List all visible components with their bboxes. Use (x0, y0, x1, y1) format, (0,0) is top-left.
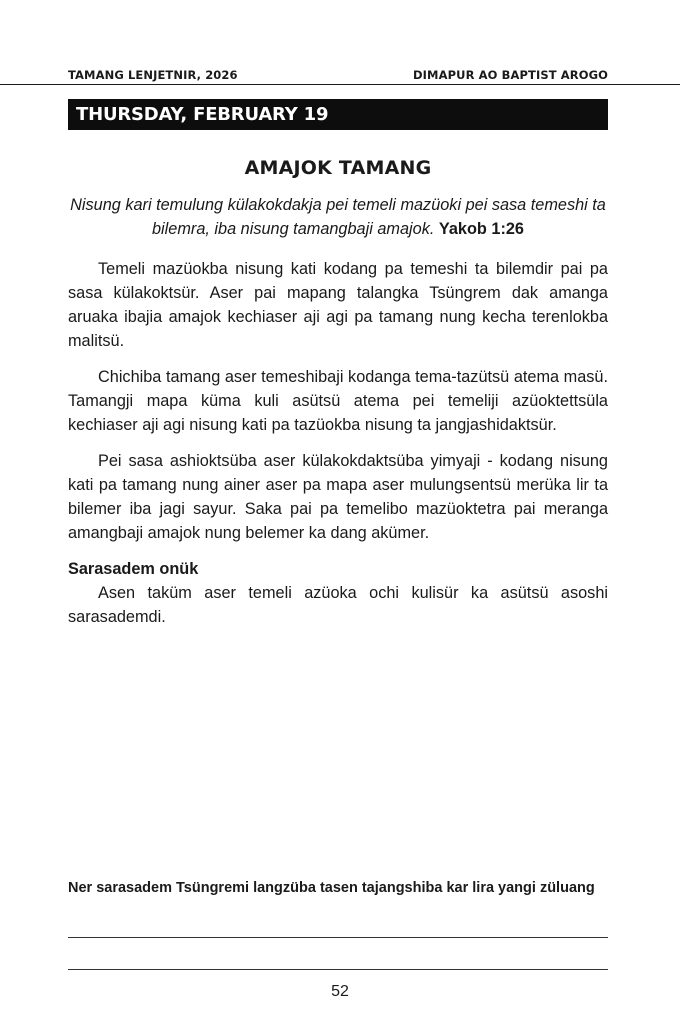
writing-line-1[interactable] (68, 937, 608, 938)
body-paragraph-1: Temeli mazüokba nisung kati kodang pa temeshi ta bilemdir pai pa sasa külakoktsür. Aser pai mapang talangka Tsüngrem dak amanga aruaka ibajia amajok kechiaser aji agi pa tamang nung kecha terenlokba malitsü. (68, 260, 608, 350)
header-divider (0, 84, 680, 85)
running-header (68, 64, 608, 82)
date-banner: THURSDAY, FEBRUARY 19 (68, 99, 608, 130)
writing-line-2[interactable] (68, 969, 608, 970)
scripture-verse (68, 193, 608, 241)
body-paragraph-2: Chichiba tamang aser temeshibaji kodanga tema-tazütsü atema masü. Tamangji mapa küma kuli asütsü atema pei temeliji azüoktettsüla kechiaser aji agi nisung kati pa tazüokba nisung ta jangjashidaktsür. (68, 368, 608, 434)
prayer-heading: Sarasadem onük (68, 560, 199, 578)
verse-text: Nisung kari temulung külakokdakja pei temeli mazüoki pei sasa temeshi ta bilemra, iba nisung tamangbaji amajok. (70, 196, 606, 238)
body-paragraph-3: Pei sasa ashioktsüba aser külakokdaktsüba yimyaji - kodang nisung kati pa tamang nung ainer aser pa mapa aser mulungsentsü merüka lir ta bilemer iba jagi sayur. Saka pai pa temelibo mazüoktetra pai meranga amangbaji amajok nung belemer ka dang akümer. (68, 452, 608, 542)
devotion-title: AMAJOK TAMANG (244, 157, 432, 179)
header-publication-title: TAMANG LENJETNIR, 2026 (68, 68, 238, 82)
devotion-body (68, 257, 608, 641)
prayer-text: Asen taküm aser temeli azüoka ochi kulisür ka asütsü asoshi sarasademdi. (68, 584, 608, 626)
reflection-prompt: Ner sarasadem Tsüngremi langzüba tasen tajangshiba kar lira yangi züluang (68, 880, 595, 896)
verse-reference: Yakob 1:26 (438, 220, 524, 238)
header-publisher: DIMAPUR AO BAPTIST AROGO (413, 68, 608, 82)
page-number: 52 (331, 983, 349, 1000)
